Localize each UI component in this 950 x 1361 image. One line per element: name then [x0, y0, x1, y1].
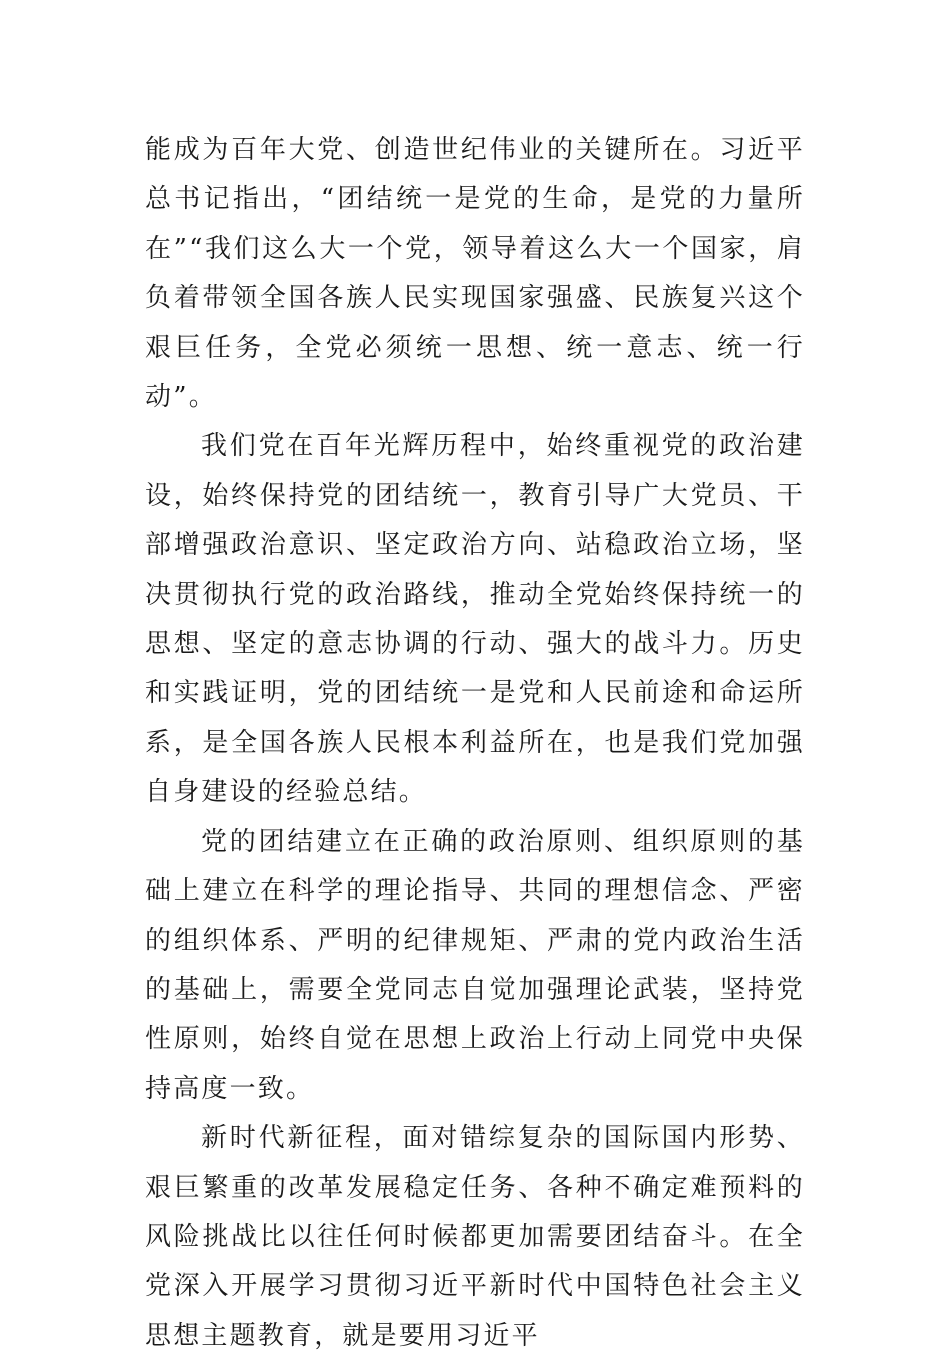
- paragraph-3: 党的团结建立在正确的政治原则、组织原则的基础上建立在科学的理论指导、共同的理想信念、严密的组织体系、严明的纪律规矩、严肃的党内政治生活的基础上，需要全党同志自觉加强理论武装，坚持党性原则，始终自觉在思想上政治上行动上同党中央保持高度一致。: [145, 826, 805, 1104]
- paragraph-1: 能成为百年大党、创造世纪伟业的关键所在。习近平总书记指出，“团结统一是党的生命，是党的力量所在”“我们这么大一个党，领导着这么大一个国家，肩负着带领全国各族人民实现国家强盛、民族复兴这个艰巨任务，全党必须统一思想、统一意志、统一行动”。: [145, 135, 805, 413]
- paragraph-2: 我们党在百年光辉历程中，始终重视党的政治建设，始终保持党的团结统一，教育引导广大党员、干部增强政治意识、坚定政治方向、站稳政治立场，坚决贯彻执行党的政治路线，推动全党始终保持统一的思想、坚定的意志协调的行动、强大的战斗力。历史和实践证明，党的团结统一是党和人民前途和命运所系，是全国各族人民根本利益所在，也是我们党加强自身建设的经验总结。: [145, 431, 805, 808]
- paragraph-4: 新时代新征程，面对错综复杂的国际国内形势、艰巨繁重的改革发展稳定任务、各种不确定难预料的风险挑战比以往任何时候都更加需要团结奋斗。在全党深入开展学习贯彻习近平新时代中国特色社会主义思想主题教育，就是要用习近平: [145, 1123, 805, 1351]
- document-body: [145, 126, 805, 1361]
